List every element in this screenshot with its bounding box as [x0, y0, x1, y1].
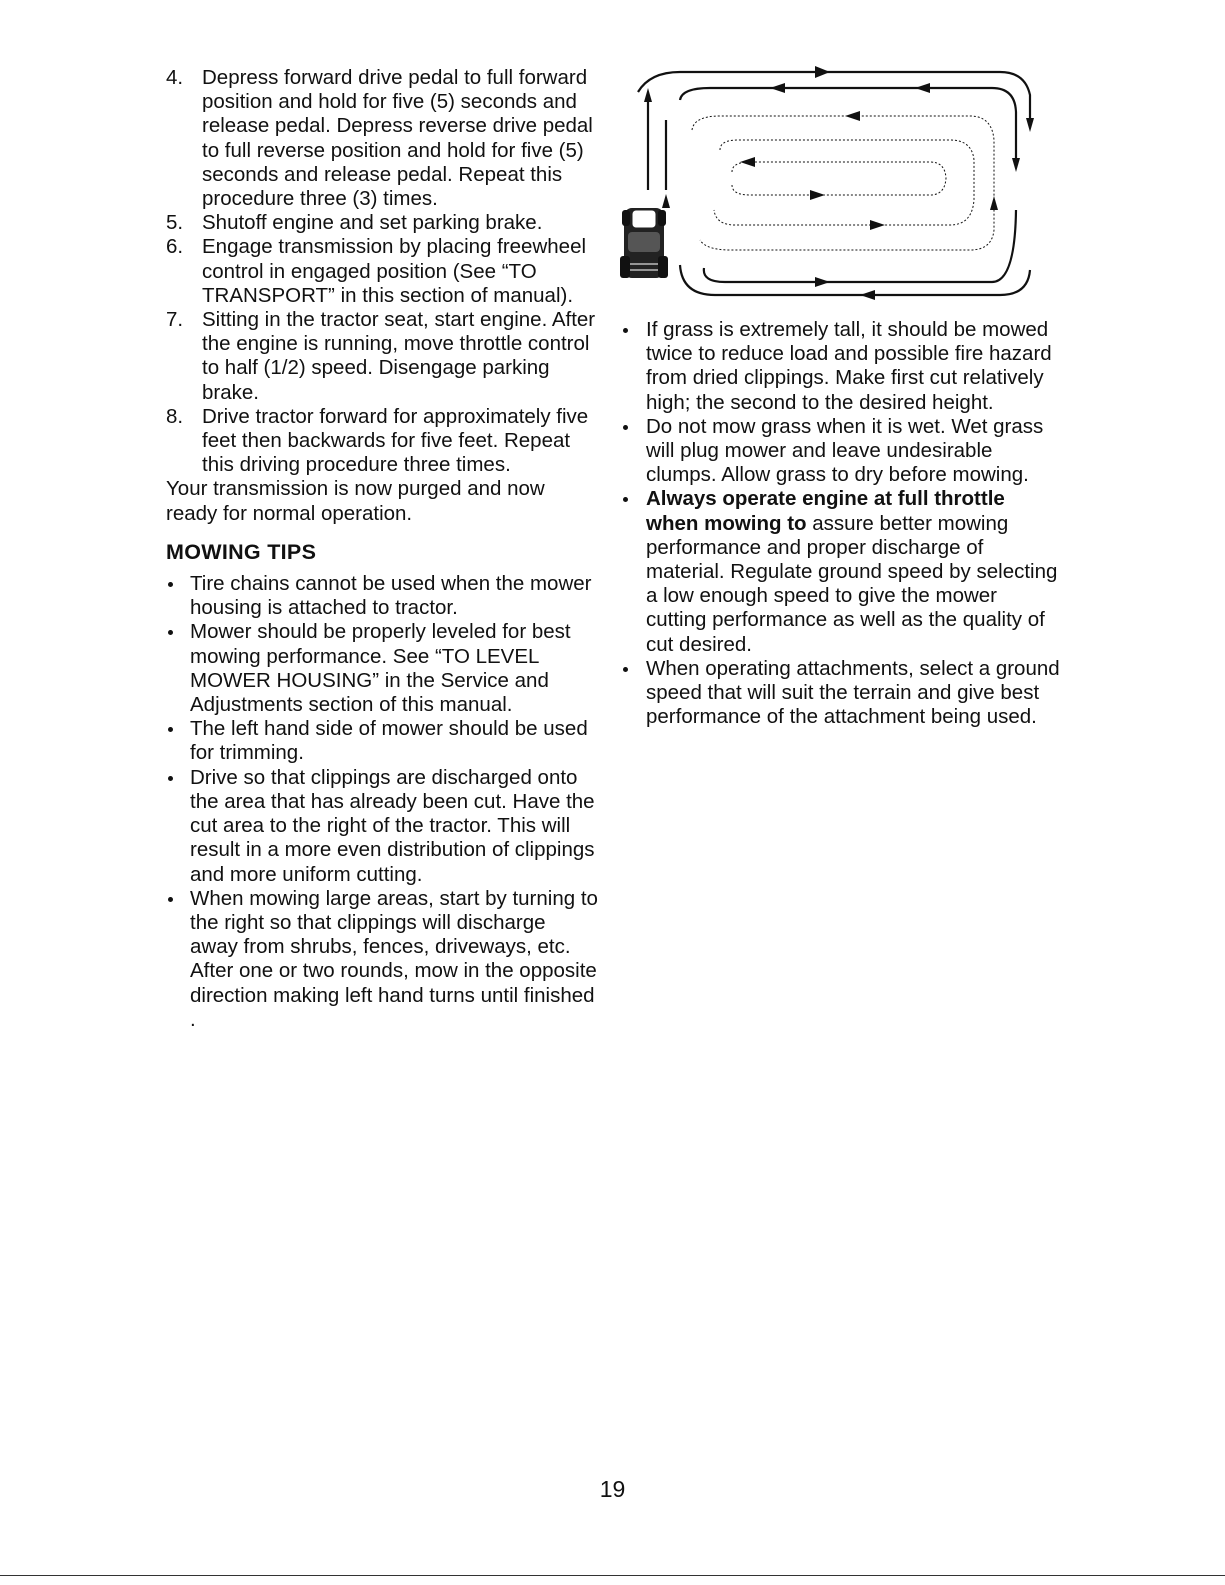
step-number: 5.	[166, 211, 184, 235]
tip-text: If grass is extremely tall, it should be mowed twice to reduce load and possible fire hazard from dried clippings. Make first cut relatively high; the second to the desired height.	[646, 318, 1052, 414]
tip-text: Tire chains cannot be used when the mower housing is attached to tractor.	[190, 572, 592, 620]
tip-bullet	[166, 766, 598, 887]
step-number: 4.	[166, 66, 184, 89]
tip-bullet	[166, 717, 598, 765]
bullet-dot-icon	[168, 582, 173, 587]
tip-text: Drive so that clippings are discharged onto the area that has already been cut. Have the cut area to the right of the tractor. This will result in a more even distribution of clippings and more uniform cutting.	[190, 765, 595, 886]
bullet-dot-icon	[623, 497, 628, 502]
tip-text: When mowing large areas, start by turning to the right so that clippings will discharge away from shrubs, fences, driveways, etc. After one or two rounds, mow in the opposite direction making left hand turns until finished .	[190, 886, 598, 1031]
outer-path	[638, 72, 1030, 295]
page-bottom-rule	[0, 1575, 1225, 1576]
bullet-dot-icon	[168, 897, 173, 902]
step-number: 6.	[166, 235, 184, 259]
tip-bold-text: Always operate engine at full throttle when mowing to	[646, 487, 1005, 535]
bullet-dot-icon	[168, 776, 173, 781]
step-item	[166, 66, 598, 211]
purge-note: Your transmission is now purged and now ready for normal operation.	[166, 477, 545, 525]
step-item	[166, 308, 598, 405]
tip-bullet	[166, 572, 598, 620]
tip-text: When operating attachments, select a ground speed that will suit the terrain and give best performance of the attachment being used.	[646, 656, 1060, 729]
direction-arrows	[644, 66, 1034, 300]
bullet-dot-icon	[623, 425, 628, 430]
tip-text: The left hand side of mower should be used for trimming.	[190, 717, 588, 765]
step-text: Shutoff engine and set parking brake.	[202, 211, 543, 235]
step-text: Drive tractor forward for approximately five feet then backwards for five feet. Repeat this driving procedure three times.	[202, 404, 589, 477]
bullet-dot-icon	[623, 667, 628, 672]
inner-path	[692, 116, 994, 250]
section-heading: MOWING TIPS	[166, 539, 317, 564]
bullet-dot-icon	[168, 630, 173, 635]
step-item	[166, 211, 598, 235]
step-text: Sitting in the tractor seat, start engine. After the engine is running, move throttle control to half (1/2) speed. Disengage parking brake.	[202, 308, 596, 404]
bullet-dot-icon	[623, 328, 628, 333]
tractor-icon	[620, 208, 668, 278]
tip-bullet	[620, 318, 1060, 415]
bullet-dot-icon	[168, 727, 173, 732]
tip-text: Mower should be properly leveled for best mowing performance. See “TO LEVEL MOWER HOUSING” in the Service and Adjustments section of this manual.	[190, 620, 571, 717]
tip-bullet	[620, 657, 1060, 730]
tip-bullet	[166, 887, 598, 1032]
step-item	[166, 235, 598, 308]
tip-bullet	[620, 487, 1060, 656]
tip-bullet	[620, 415, 1060, 488]
step-number: 7.	[166, 308, 184, 332]
tip-text: Do not mow grass when it is wet. Wet grass will plug mower and leave undesirable clumps. Allow grass to dry before mowing.	[646, 414, 1044, 487]
step-item	[166, 405, 598, 478]
tip-bullet	[166, 620, 598, 717]
step-text: Engage transmission by placing freewheel control in engaged position (See “TO TRANSPORT” in this section of manual).	[202, 235, 587, 307]
tip-text: assure better mowing performance and proper discharge of material. Regulate ground speed by selecting a low enough speed to give the mower cutting performance as well as the quality of cut desired.	[646, 511, 1058, 656]
right-column	[620, 318, 1060, 729]
page-number: 19	[599, 1476, 626, 1502]
left-column	[166, 66, 598, 1032]
mowing-pattern-diagram	[620, 60, 1040, 310]
step-number: 8.	[166, 404, 184, 428]
step-text: Depress forward drive pedal to full forward position and hold for five (5) seconds and release pedal. Depress reverse drive pedal to full reverse position and hold for five (5) seconds and release pedal. Repeat this procedure three (3) times.	[202, 66, 593, 211]
